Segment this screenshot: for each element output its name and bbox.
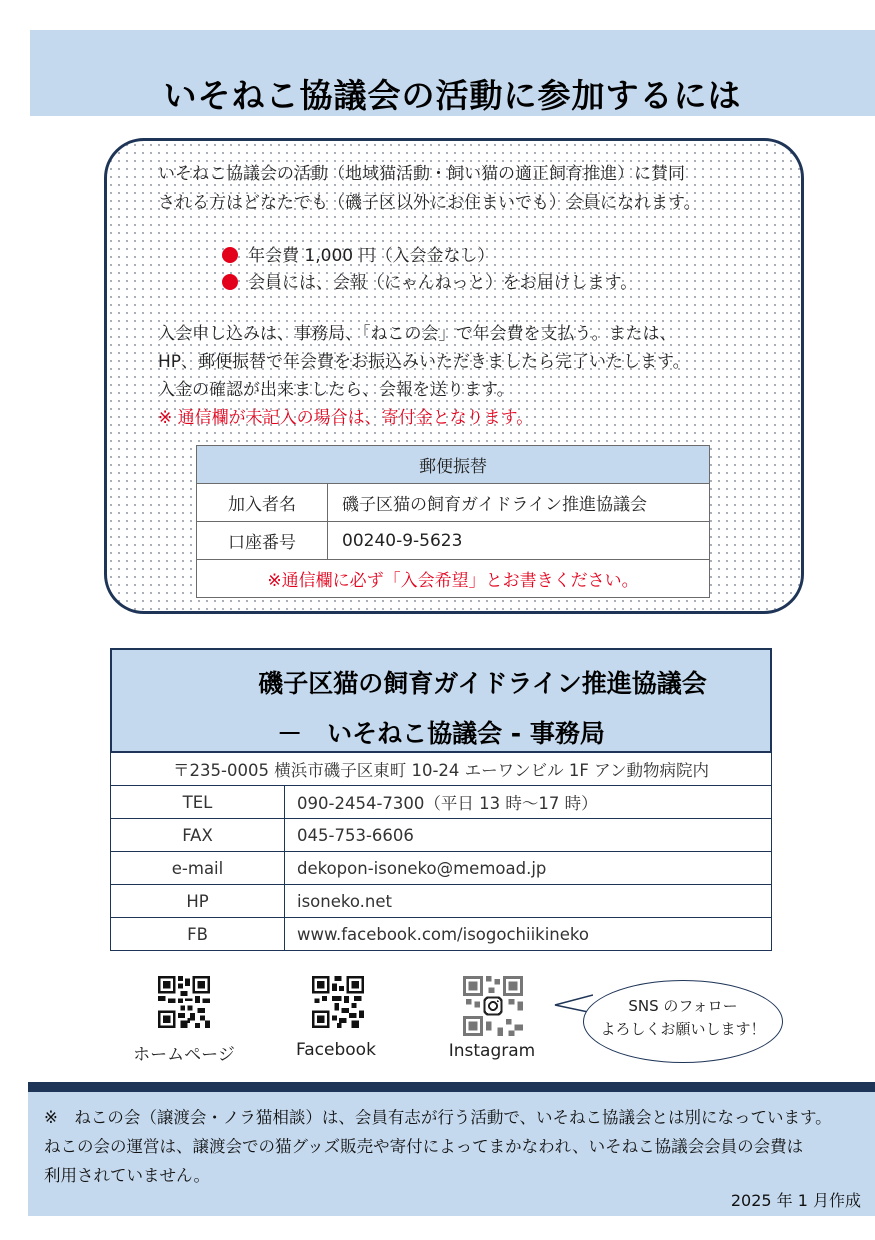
footer-note <box>44 1103 832 1190</box>
qr-label: Facebook <box>296 1040 376 1060</box>
table-row <box>197 484 710 522</box>
sns-bubble-line-2: よろしくお願いします！ <box>600 1020 766 1038</box>
procedure-text <box>158 320 690 432</box>
sns-bubble-text <box>583 995 783 1041</box>
footer-line-3: 利用されていません。 <box>44 1166 210 1185</box>
procedure-line-1: 入会申し込みは、事務局、「ねこの会」で年会費を支払う。または、 <box>158 324 677 344</box>
office-address: 〒235-0005 横浜市磯子区東町 10-24 エーワンビル 1F アン動物病院内 <box>111 753 772 786</box>
table-row <box>111 852 772 885</box>
footer-line-2: ねこの会の運営は、譲渡会での猫グッズ販売や寄付によってまかなわれ、いそねこ協議会会員の会費は <box>44 1137 804 1156</box>
bullet-text: 会員には、会報（にゃんねっと）をお届けします。 <box>248 273 638 293</box>
qr-code-icon[interactable] <box>158 976 210 1028</box>
postal-value: 00240-9-5623 <box>328 522 710 560</box>
contact-value: 090-2454-7300（平日 13 時～17 時） <box>285 786 772 819</box>
table-row <box>111 885 772 918</box>
contact-value[interactable]: isoneko.net <box>285 885 772 918</box>
table-row <box>111 786 772 819</box>
bullet-item <box>222 269 637 297</box>
qr-label: Instagram <box>448 1041 536 1061</box>
created-date: 2025 年 1 月作成 <box>730 1191 861 1210</box>
procedure-warning: ※ 通信欄が未記入の場合は、寄付金となります。 <box>158 408 534 428</box>
office-contact-table <box>110 753 772 951</box>
postal-transfer-table <box>196 445 710 598</box>
intro-line-2: される方はどなたでも（磯子区以外にお住まいでも）会員になれます。 <box>158 193 701 213</box>
contact-value[interactable]: www.facebook.com/isogochiikineko <box>285 918 772 951</box>
sns-bubble-line-1: SNS のフォロー <box>628 997 738 1015</box>
qr-code-icon[interactable] <box>312 976 364 1028</box>
table-row <box>197 522 710 560</box>
page-title: いそねこ協議会の活動に参加するには <box>163 76 742 115</box>
contact-key: FB <box>111 918 285 951</box>
bullet-item <box>222 242 494 270</box>
office-name: 磯子区猫の飼育ガイドライン推進協議会 <box>258 669 707 698</box>
procedure-line-3: 入金の確認が出来ましたら、会報を送ります。 <box>158 380 514 400</box>
contact-value: 045-753-6606 <box>285 819 772 852</box>
procedure-line-2: HP、郵便振替で年会費をお振込みいただきましたら完了いたします。 <box>158 352 690 372</box>
contact-value[interactable]: dekopon-isoneko@memoad.jp <box>285 852 772 885</box>
intro-text <box>158 160 701 218</box>
table-row <box>111 819 772 852</box>
qr-label: ホームページ <box>133 1045 235 1065</box>
postal-note: ※通信欄に必ず「入会希望」とお書きください。 <box>197 560 710 598</box>
footer-line-1: ※ ねこの会（譲渡会・ノラ猫相談）は、会員有志が行う活動で、いそねこ協議会とは別になっています。 <box>44 1108 832 1127</box>
table-row <box>111 918 772 951</box>
contact-key: e-mail <box>111 852 285 885</box>
office-subtitle: － いそねこ協議会 - 事務局 <box>277 719 605 748</box>
postal-label: 口座番号 <box>197 522 328 560</box>
postal-header: 郵便振替 <box>197 446 710 484</box>
contact-key: HP <box>111 885 285 918</box>
contact-key: FAX <box>111 819 285 852</box>
qr-code-instagram-icon[interactable] <box>462 976 524 1036</box>
red-bullet-icon <box>222 247 238 263</box>
postal-label: 加入者名 <box>197 484 328 522</box>
red-bullet-icon <box>222 274 238 290</box>
postal-value: 磯子区猫の飼育ガイドライン推進協議会 <box>328 484 710 522</box>
intro-line-1: いそねこ協議会の活動（地域猫活動・飼い猫の適正飼育推進）に賛同 <box>158 164 685 184</box>
contact-key: TEL <box>111 786 285 819</box>
bullet-text: 年会費 1,000 円（入会金なし） <box>248 246 495 266</box>
footer-divider <box>28 1082 875 1092</box>
